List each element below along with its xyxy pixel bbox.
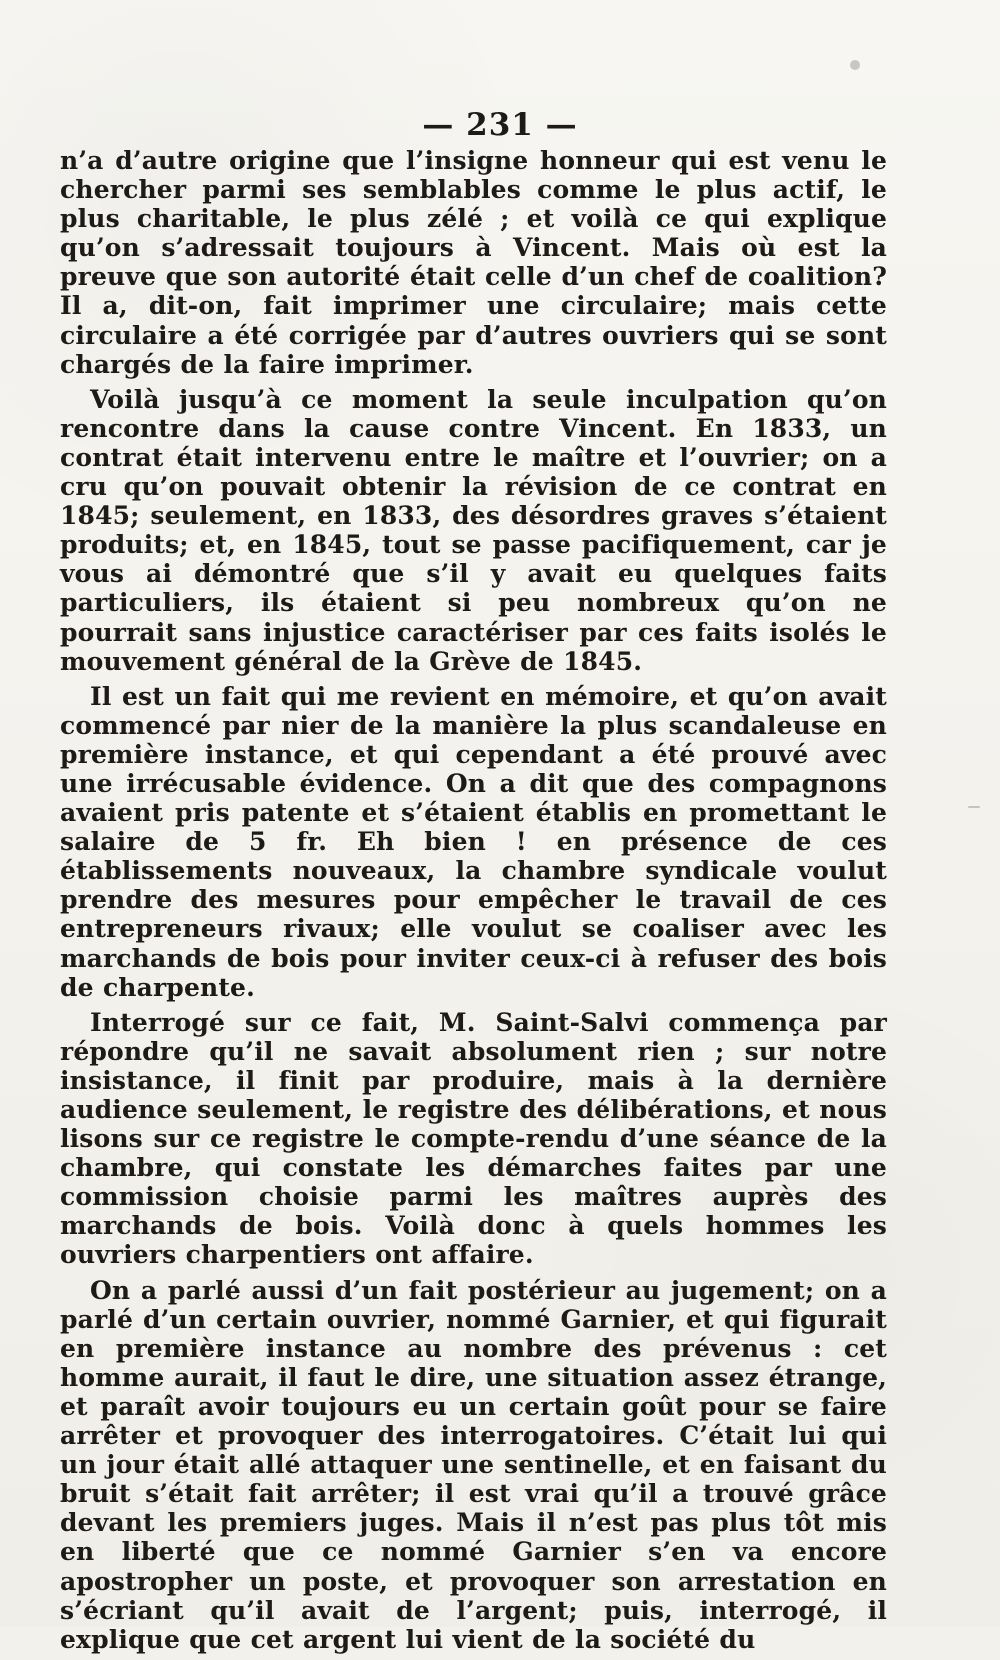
paragraph-1: n’a d’autre origine que l’insigne honneur qui est venu le chercher parmi ses semblables comme le plus actif, le plus charitable, le plus zélé ; et voilà ce qui explique qu’on s’adressait toujours à Vincent. Mais où est la preuve que son autorité était celle d’un chef de coalition? Il a, dit-on, fait imprimer une circulaire; mais cette circulaire a été corrigée par d’autres ouvriers qui se sont chargés de la faire imprimer.	[60, 146, 887, 379]
paragraph-5: On a parlé aussi d’un fait postérieur au jugement; on a parlé d’un certain ouvrier, nommé Garnier, et qui figurait en première instance au nombre des prévenus : cet homme aurait, il faut le dire, une situation assez étrange, et paraît avoir toujours eu un certain goût pour se faire arrêter et provoquer des interrogatoires. C’était lui qui un jour était allé attaquer une sentinelle, et en faisant du bruit s’était fait arrêter; il est vrai qu’il a trouvé grâce devant les premiers juges. Mais il n’est pas plus tôt mis en liberté que ce nommé Garnier s’en va encore apostropher un poste, et provoquer son arrestation en s’écriant qu’il avait de l’argent; puis, interrogé, il explique que cet argent lui vient de la société du	[60, 1275, 887, 1654]
paragraph-2: Voilà jusqu’à ce moment la seule inculpation qu’on rencontre dans la cause contre Vincent. En 1833, un contrat était intervenu entre le maître et l’ouvrier; on a cru qu’on pouvait obtenir la révision de ce contrat en 1845; seulement, en 1833, des désordres graves s’étaient produits; et, en 1845, tout se passe pacifiquement, car je vous ai démontré que s’il y avait eu quelques faits particuliers, ils étaient si peu nombreux qu’on ne pourrait sans injustice caractériser par ces faits isolés le mouvement général de la Grève de 1845.	[60, 384, 887, 676]
paragraph-3: Il est un fait qui me revient en mémoire, et qu’on avait commencé par nier de la manière la plus scandaleuse en première instance, et qui cependant a été prouvé avec une irrécusable évidence. On a dit que des compagnons avaient pris patente et s’étaient établis en promettant le salaire de 5 fr. Eh bien ! en présence de ces établissements nouveaux, la chambre syndicale voulut prendre des mesures pour empêcher le travail de ces entrepreneurs rivaux; elle voulut se coaliser avec les marchands de bois pour inviter ceux-ci à refuser des bois de charpente.	[60, 681, 887, 1002]
paragraph-4: Interrogé sur ce fait, M. Saint-Salvi commença par répondre qu’il ne savait absolument rien ; sur notre insistance, il finit par produire, mais à la dernière audience seulement, le registre des délibérations, et nous lisons sur ce registre le compte-rendu d’une séance de la chambre, qui constate les démarches faites par une commission choisie parmi les maîtres auprès des marchands de bois. Voilà donc à quels hommes les ouvriers charpentiers ont affaire.	[60, 1007, 887, 1270]
page-number: — 231 —	[422, 107, 578, 143]
margin-mark	[968, 806, 980, 808]
page-content	[60, 146, 887, 1660]
ink-spot	[850, 60, 860, 70]
